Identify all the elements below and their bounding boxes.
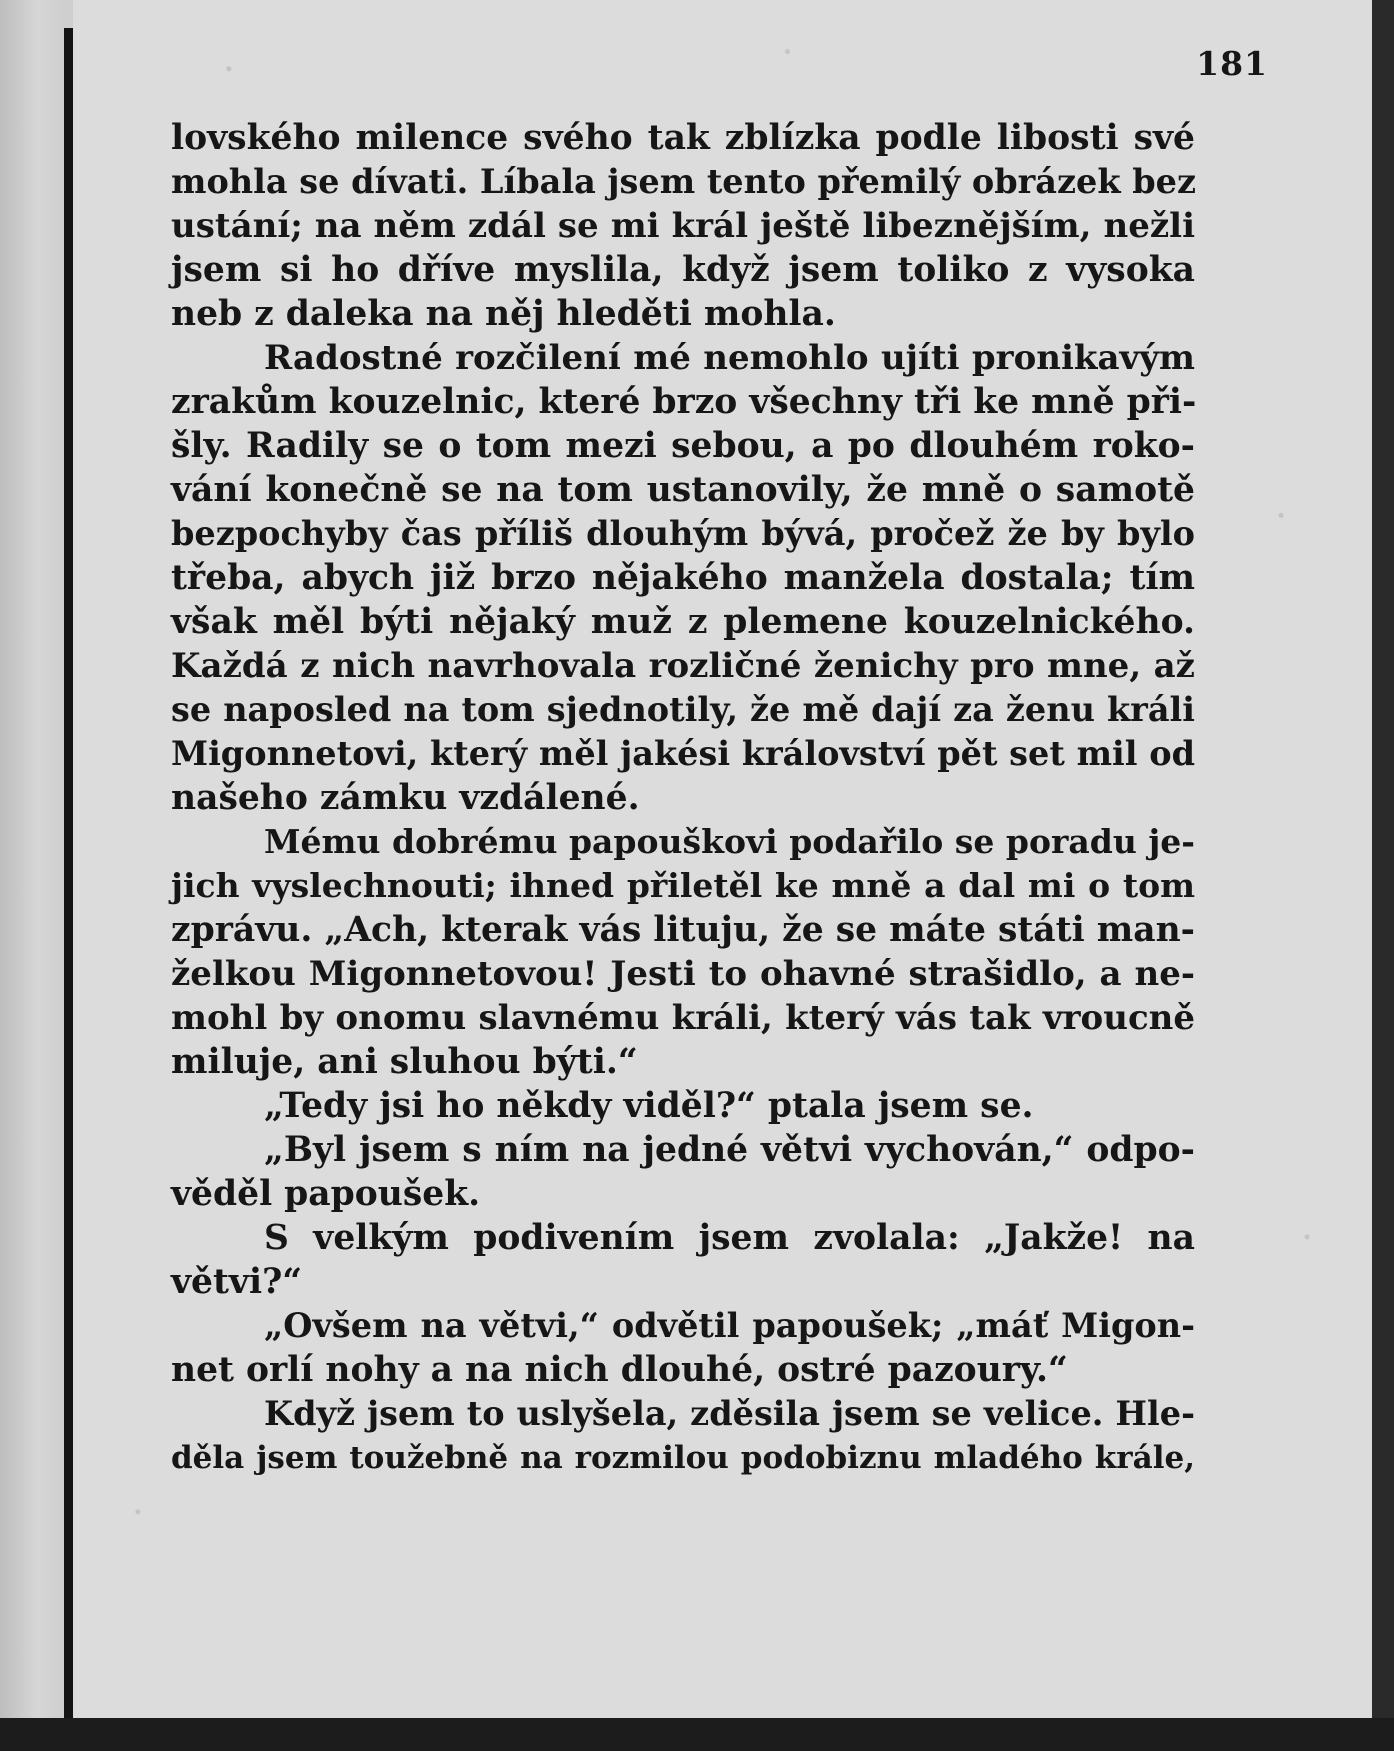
- text-line: však měl býti nějaký muž z plemene kouzelnického.: [171, 602, 1195, 642]
- text-line: neb z daleka na něj hleděti mohla.: [171, 294, 836, 334]
- text-line: třeba, abych již brzo nějakého manžela dostala; tím: [171, 558, 1195, 598]
- text-line: zrakům kouzelnic, které brzo všechny tři ke mně při-: [171, 382, 1197, 422]
- text-line: Když jsem to uslyšela, zděsila jsem se velice. Hle-: [264, 1394, 1195, 1433]
- text-line: větvi?“: [171, 1262, 303, 1302]
- text-line: se naposled na tom sjednotily, že mě dají za ženu králi: [171, 690, 1195, 729]
- text-line: „Tedy jsi ho někdy viděl?“ ptala jsem se.: [264, 1086, 1034, 1126]
- scan-right-border: [1372, 0, 1394, 1751]
- text-line: želkou Migonnetovou! Jesti to ohavné strašidlo, a ne-: [171, 954, 1195, 994]
- scan-bottom-border: [0, 1718, 1394, 1751]
- text-line: Každá z nich navrhovala rozličné ženichy pro mne, až: [171, 646, 1195, 686]
- previous-page-edge: [0, 0, 62, 1751]
- binding-gutter: [64, 28, 73, 1751]
- text-line: děla jsem toužebně na rozmilou podobiznu mladého krále,: [171, 1440, 1195, 1476]
- text-line: net orlí nohy a na nich dlouhé, ostré pazoury.“: [171, 1350, 1068, 1390]
- text-line: bezpochyby čas příliš dlouhým bývá, pročež že by bylo: [171, 514, 1195, 553]
- text-line: vání konečně se na tom ustanovily, že mně o samotě: [171, 470, 1195, 510]
- text-line: Radostné rozčilení mé nemohlo ujíti pronikavým: [264, 338, 1195, 378]
- text-line: věděl papoušek.: [171, 1174, 481, 1214]
- text-line: zprávu. „Ach, kterak vás lituju, že se máte státi man-: [171, 910, 1195, 950]
- body-text: [171, 116, 1195, 1480]
- text-line: mohla se dívati. Líbala jsem tento přemilý obrázek bez: [171, 162, 1196, 201]
- text-line: šly. Radily se o tom mezi sebou, a po dlouhém roko-: [171, 426, 1195, 466]
- page-number: 181: [1196, 44, 1268, 83]
- text-line: Mému dobrému papouškovi podařilo se poradu je-: [264, 822, 1195, 861]
- text-line: jich vyslechnouti; ihned přiletěl ke mně a dal mi o tom: [171, 866, 1195, 905]
- text-line: jsem si ho dříve myslila, když jsem toliko z vysoka: [171, 250, 1195, 290]
- text-line: ustání; na něm zdál se mi král ještě libeznějším, nežli: [171, 206, 1195, 246]
- text-line: miluje, ani sluhou býti.“: [171, 1042, 638, 1082]
- text-line: S velkým podivením jsem zvolala: „Jakže! na: [264, 1218, 1195, 1258]
- text-line: Migonnetovi, který měl jakési království pět set mil od: [171, 734, 1195, 773]
- text-line: mohl by onomu slavnému králi, který vás tak vroucně: [171, 998, 1195, 1038]
- text-line: lovského milence svého tak zblízka podle libosti své: [171, 118, 1195, 158]
- text-line: „Ovšem na větvi,“ odvětil papoušek; „máť Migon-: [264, 1306, 1195, 1345]
- text-line: „Byl jsem s ním na jedné větvi vychován,“ odpo-: [264, 1130, 1195, 1170]
- book-page: [73, 0, 1372, 1718]
- text-line: našeho zámku vzdálené.: [171, 778, 640, 818]
